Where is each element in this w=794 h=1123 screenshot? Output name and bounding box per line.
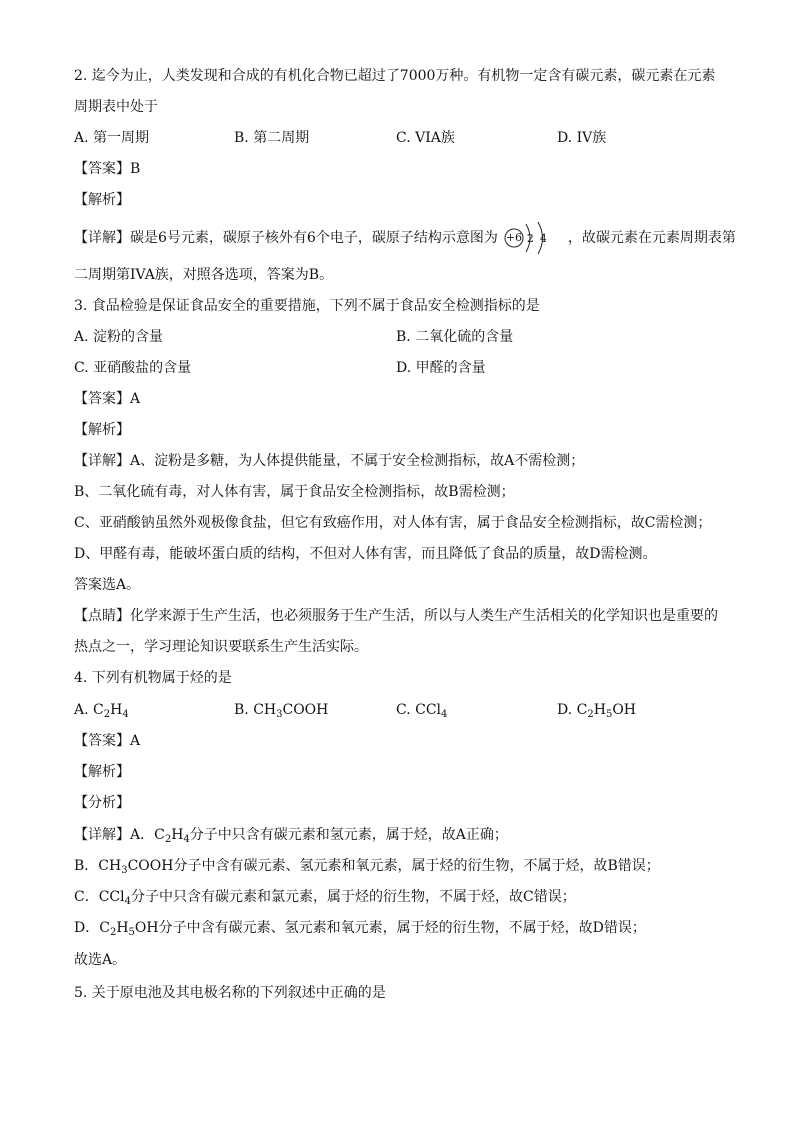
formula-subscript: 4	[441, 709, 448, 720]
detail-text: COOH分子中含有碳元素、氢元素和氧元素，属于烃的衍生物，不属于烃，故B错误；	[127, 858, 660, 874]
formula-part: H	[116, 920, 129, 936]
formula-part: C. CCl	[396, 702, 442, 718]
formula-part: H	[593, 702, 606, 718]
q3-option-c: C. 亚硝酸盐的含量	[74, 360, 192, 376]
formula-part: A．C	[130, 827, 165, 843]
formula-part: C．CCl	[74, 889, 125, 905]
detail-text: 碳是6号元素，碳原子核外有6个电子，碳原子结构示意图为	[130, 230, 498, 246]
answer-value: A	[130, 733, 141, 749]
q3-stem: 3. 食品检验是保证食品安全的重要措施，下列不属于食品安全检测指标的是	[74, 298, 540, 314]
carbon-atom-structure-diagram	[500, 228, 566, 248]
q2-detail-line2: 二周期第IVA族，对照各选项，答案为B。	[74, 267, 334, 283]
q4-conclusion: 故选A。	[74, 952, 127, 968]
q2-stem-line2: 周期表中处于	[74, 99, 158, 115]
formula-subscript: 4	[124, 896, 131, 907]
nucleus-charge: +6	[505, 231, 523, 244]
q3-tip-line2: 热点之一，学习理论知识要联系生产生活实际。	[74, 639, 368, 655]
q4-detail-line2	[74, 856, 734, 876]
q4-option-c	[396, 700, 447, 720]
formula-subscript: 3	[121, 865, 128, 876]
formula-subscript: 2	[103, 709, 111, 720]
formula-part: H	[171, 827, 184, 843]
shell-2-electrons: 4	[539, 232, 547, 245]
formula-part: B．CH	[74, 858, 122, 874]
formula-part: OH	[612, 702, 636, 718]
q3-detail-line3: C、亚硝酸钠虽然外观极像食盐，但它有致癌作用，对人体有害，属于食品安全检测指标，故C需检测；	[74, 515, 712, 531]
detail-tag: 【详解】	[74, 827, 130, 843]
formula-part: A. C	[74, 702, 104, 718]
q4-stem: 4. 下列有机物属于烃的是	[74, 670, 232, 686]
formula-subscript: 4	[183, 834, 190, 845]
formula-subscript: 2	[587, 709, 594, 720]
detail-tag: 【详解】	[74, 453, 130, 469]
formula-subscript: 4	[122, 709, 129, 720]
q2-option-b: B. 第二周期	[234, 130, 310, 146]
answer-tag: 【答案】	[74, 391, 130, 407]
q2-analysis-tag: 【解析】	[74, 192, 130, 208]
answer-tag: 【答案】	[74, 733, 130, 749]
detail-text: OH分子中含有碳元素、氢元素和氧元素，属于烃的衍生物，不属于烃，故D错误；	[134, 920, 646, 936]
q4-option-b	[234, 700, 328, 720]
q2-option-c: C. VIA族	[396, 130, 455, 146]
q4-analyze-tag: 【分析】	[74, 795, 130, 811]
formula-subscript: 5	[605, 709, 613, 720]
detail-text: A、淀粉是多糖，为人体提供能量，不属于安全检测指标，故A不需检测；	[130, 453, 585, 469]
q2-option-a: A. 第一周期	[74, 130, 150, 146]
formula-subscript: 2	[164, 834, 172, 845]
shell-1-electrons: 2	[526, 232, 534, 245]
detail-text: ，故碳元素在元素周期表第	[567, 230, 736, 246]
detail-tag: 【详解】	[74, 230, 130, 246]
answer-value: B	[130, 161, 141, 177]
q4-option-d	[557, 700, 636, 720]
q2-answer-line	[74, 159, 734, 179]
q4-answer-line	[74, 731, 734, 751]
q2-option-d: D. IV族	[557, 130, 607, 146]
q3-tip-line1	[74, 606, 734, 626]
q3-analysis-tag: 【解析】	[74, 422, 130, 438]
q3-answer-line	[74, 389, 734, 409]
detail-text: 分子中只含有碳元素和氯元素，属于烃的衍生物，不属于烃，故C错误；	[131, 889, 576, 905]
answer-tag: 【答案】	[74, 161, 130, 177]
formula-subscript: 5	[128, 927, 135, 938]
q4-analysis-tag: 【解析】	[74, 764, 130, 780]
formula-subscript: 2	[109, 927, 117, 938]
answer-value: A	[130, 391, 141, 407]
formula-part: COOH	[282, 702, 329, 718]
q4-detail-line1	[74, 825, 734, 845]
q3-option-a: A. 淀粉的含量	[74, 329, 164, 345]
tip-tag: 【点睛】	[74, 608, 130, 624]
formula-part: B. CH	[234, 702, 277, 718]
q4-detail-line4	[74, 918, 734, 938]
q4-detail-line3	[74, 887, 734, 907]
tip-text: 化学来源于生产生活，也必须服务于生产生活，所以与人类生产生活相关的化学知识也是重要的	[130, 608, 718, 624]
q3-detail-line2: B、二氧化硫有毒，对人体有害，属于食品安全检测指标，故B需检测；	[74, 484, 515, 500]
q3-detail-line4: D、甲醛有毒，能破坏蛋白质的结构，不但对人体有害，而且降低了食品的质量，故D需检测。	[74, 546, 657, 562]
q3-option-d: D. 甲醛的含量	[396, 360, 486, 376]
q3-conclusion: 答案选A。	[74, 577, 141, 593]
q2-detail-line1	[74, 228, 734, 248]
formula-subscript: 3	[276, 709, 283, 720]
detail-text: 分子中只含有碳元素和氢元素，属于烃，故A正确；	[189, 827, 508, 843]
formula-part: D. C	[557, 702, 588, 718]
formula-part: D．C	[74, 920, 110, 936]
q3-option-b: B. 二氧化硫的含量	[396, 329, 514, 345]
q2-stem-line1: 2. 迄今为止，人类发现和合成的有机化合物已超过了7000万种。有机物一定含有碳元素，碳元素在元素	[74, 68, 716, 84]
formula-part: H	[110, 702, 123, 718]
q3-detail-line1	[74, 451, 734, 471]
q4-option-a	[74, 700, 129, 720]
q5-stem: 5. 关于原电池及其电极名称的下列叙述中正确的是	[74, 985, 386, 1001]
